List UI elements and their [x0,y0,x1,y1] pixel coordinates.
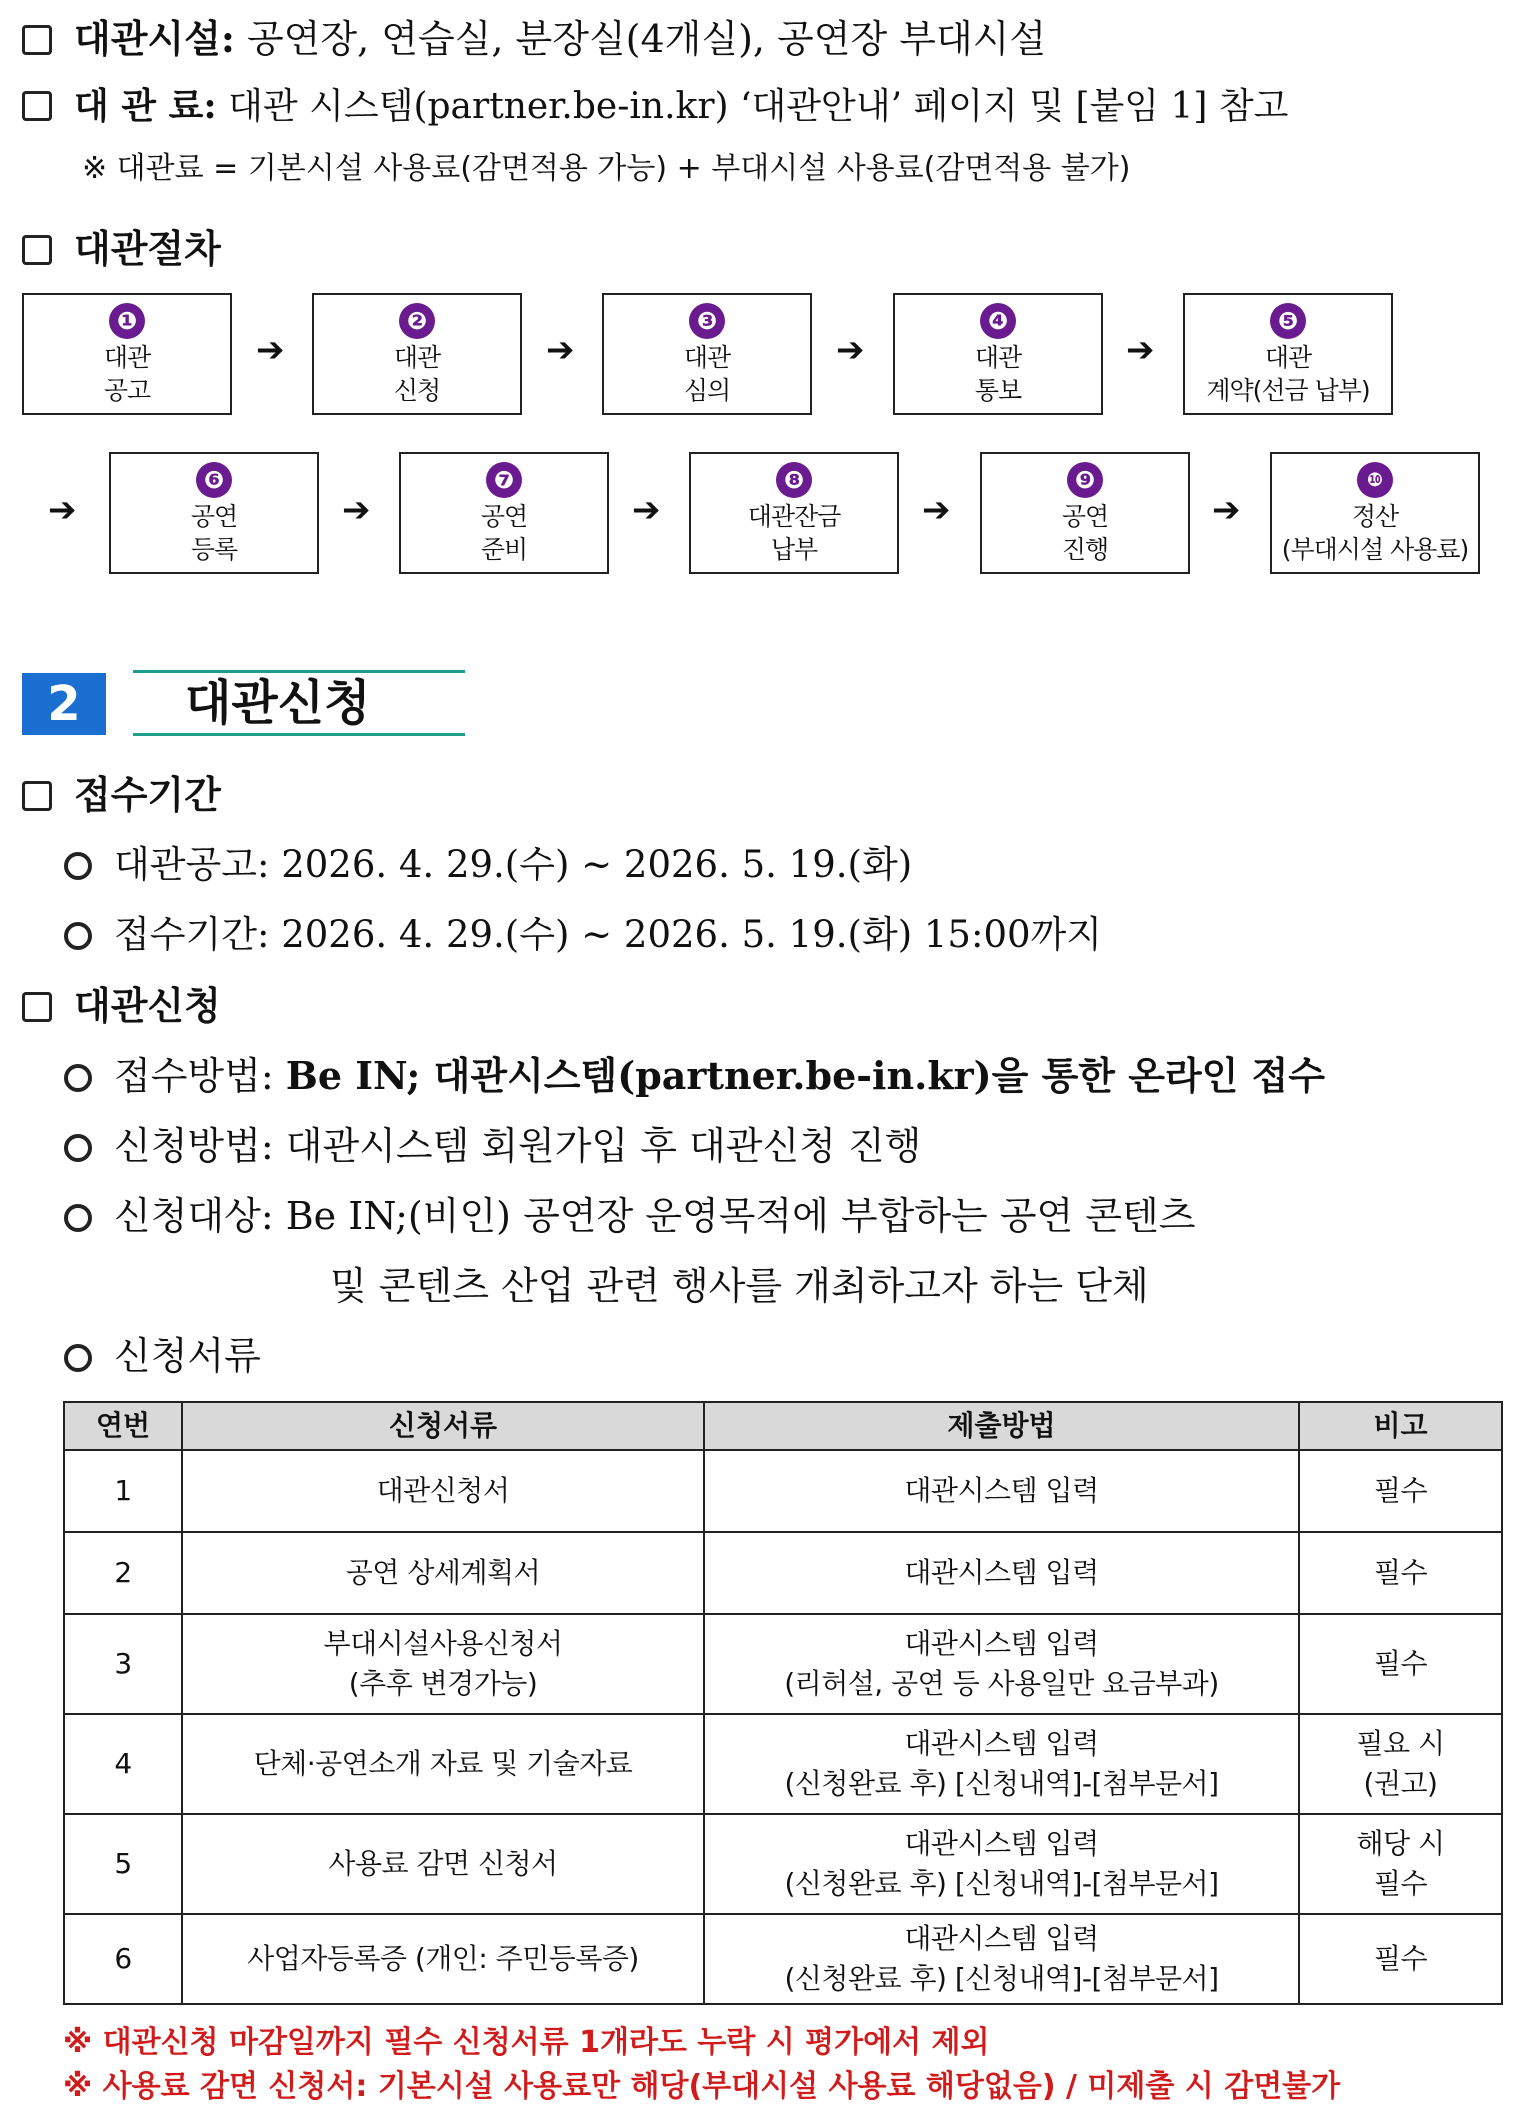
arrow-right-icon: ➔ [922,490,951,530]
flow-step-7 [399,452,609,574]
checkbox-square-icon [22,25,52,55]
table-row [64,1532,1502,1614]
column-header: 제출방법 [704,1402,1299,1450]
table-row [64,1450,1502,1532]
arrow-right-icon: ➔ [546,330,575,370]
circle-bullet-icon [64,1134,92,1162]
column-header: 비고 [1299,1402,1502,1450]
facility-value: 공연장, 연습실, 분장실(4개실), 공연장 부대시설 [246,17,1047,61]
step-label: 대관 [1264,343,1312,372]
document-name: 공연 상세계획서 [182,1532,704,1614]
step-number-badge: ❸ [689,303,725,339]
row-number: 6 [64,1914,182,2004]
remark: 필수 [1299,1532,1502,1614]
remark: 해당 시 필수 [1299,1814,1502,1914]
flow-step-2 [312,293,522,415]
step-label: 준비 [480,535,528,564]
target-label: 신청대상: [114,1194,274,1238]
circle-bullet-icon [64,1344,92,1372]
submission-method: 대관시스템 입력 [704,1450,1299,1532]
flow-step-6 [109,452,319,574]
circle-bullet-icon [64,852,92,880]
row-number: 2 [64,1532,182,1614]
step-label: 대관 [683,343,731,372]
fee-line [22,78,1288,129]
step-label: 진행 [1061,535,1109,564]
step-label: 등록 [190,535,238,564]
checkbox-square-icon [22,781,52,811]
row-number: 3 [64,1614,182,1714]
notice-period-line [64,834,912,888]
reception-period-line [64,904,1102,958]
step-number-badge: ❺ [1270,303,1306,339]
method-label: 접수방법: [114,1054,274,1098]
flow-step-9 [980,452,1190,574]
notice-label: 대관공고: [114,843,270,886]
notice-value: 2026. 4. 29.(수) ~ 2026. 5. 19.(화) [281,843,913,886]
table-row [64,1914,1502,2004]
step-label: 납부 [770,535,818,564]
docs-label: 신청서류 [114,1334,261,1378]
step-label: 공연 [1061,502,1109,531]
arrow-right-icon: ➔ [836,330,865,370]
flow-step-10 [1270,452,1480,574]
application-heading: 대관신청 [22,975,221,1030]
period-heading: 접수기간 [22,764,221,819]
document-name: 대관신청서 [182,1450,704,1532]
step-number-badge: ❷ [399,303,435,339]
circle-bullet-icon [64,922,92,950]
arrow-right-icon: ➔ [48,490,77,530]
document-name: 사용료 감면 신청서 [182,1814,704,1914]
deadline-warning-note: ※ 대관신청 마감일까지 필수 신청서류 1개라도 누락 시 평가에서 제외 [63,2025,990,2060]
step-label: 대관 [103,343,151,372]
how-line [64,1115,921,1170]
checkbox-square-icon [22,91,52,121]
column-header: 신청서류 [182,1402,704,1450]
row-number: 4 [64,1714,182,1814]
step-number-badge: ❾ [1067,462,1103,498]
remark: 필수 [1299,1914,1502,2004]
column-header: 연번 [64,1402,182,1450]
flow-step-1 [22,293,232,415]
submission-method: 대관시스템 입력 (신청완료 후) [신청내역]-[첨부문서] [704,1914,1299,2004]
method-value: Be IN; 대관시스템(partner.be-in.kr)을 통한 온라인 접수 [285,1053,1326,1098]
step-label: 신청 [393,376,441,405]
reception-label: 접수기간: [114,913,270,956]
fee-label: 대 관 료: [74,85,217,127]
reception-value: 2026. 4. 29.(수) ~ 2026. 5. 19.(화) 15:00까지 [281,913,1103,956]
fee-value: 대관 시스템(partner.be-in.kr) ‘대관안내’ 페이지 및 [붙임 1] 참고 [228,86,1289,127]
row-number: 1 [64,1450,182,1532]
remark: 필요 시 (권고) [1299,1714,1502,1814]
checkbox-square-icon [22,992,52,1022]
submission-method: 대관시스템 입력 [704,1532,1299,1614]
document-name: 부대시설사용신청서 (추후 변경가능) [182,1614,704,1714]
remark: 필수 [1299,1450,1502,1532]
row-number: 5 [64,1814,182,1914]
section-title: 대관신청 [133,670,465,736]
flow-step-8 [689,452,899,574]
flow-step-5 [1183,293,1393,415]
step-label: 정산 [1351,502,1399,531]
submission-method: 대관시스템 입력 (신청완료 후) [신청내역]-[첨부문서] [704,1714,1299,1814]
step-label: (부대시설 사용료) [1281,535,1469,564]
target-value: Be IN;(비인) 공연장 운영목적에 부합하는 공연 콘텐츠 [285,1194,1196,1238]
reduction-warning-note: ※ 사용료 감면 신청서: 기본시설 사용료만 해당(부대시설 사용료 해당없음) / 미제출 시 감면불가 [63,2069,1341,2104]
step-label: 공연 [190,502,238,531]
table-row [64,1714,1502,1814]
arrow-right-icon: ➔ [1126,330,1155,370]
target-line [64,1185,1195,1240]
step-label: 대관 [393,343,441,372]
target-value-continued: 및 콘텐츠 산업 관련 행사를 개최하고자 하는 단체 [330,1264,1149,1308]
arrow-right-icon: ➔ [1212,490,1241,530]
checkbox-square-icon [22,235,52,265]
remark: 필수 [1299,1614,1502,1714]
section-number: 2 [22,673,106,735]
document-name: 단체·공연소개 자료 및 기술자료 [182,1714,704,1814]
submission-method: 대관시스템 입력 (리허설, 공연 등 사용일만 요금부과) [704,1614,1299,1714]
arrow-right-icon: ➔ [342,490,371,530]
table-row [64,1614,1502,1714]
document-name: 사업자등록증 (개인: 주민등록증) [182,1914,704,2004]
step-number-badge: ❽ [776,462,812,498]
step-label: 대관 [974,343,1022,372]
step-label: 대관잔금 [747,502,841,531]
step-number-badge: ❿ [1357,462,1393,498]
step-label: 통보 [974,376,1022,405]
flow-step-3 [602,293,812,415]
how-value: 대관시스템 회원가입 후 대관신청 진행 [285,1124,922,1168]
step-label: 계약(선금 납부) [1206,376,1370,405]
table-row [64,1814,1502,1914]
step-label: 공고 [103,376,151,405]
table-header-row [64,1402,1502,1450]
step-number-badge: ❼ [486,462,522,498]
circle-bullet-icon [64,1204,92,1232]
facility-line [22,8,1046,63]
step-label: 심의 [683,376,731,405]
step-number-badge: ❹ [980,303,1016,339]
procedure-heading: 대관절차 [22,218,221,273]
documents-table [63,1401,1503,2005]
flow-step-4 [893,293,1103,415]
method-line [64,1045,1325,1100]
circle-bullet-icon [64,1064,92,1092]
step-label: 공연 [480,502,528,531]
how-label: 신청방법: [114,1124,274,1168]
fee-note: ※ 대관료 = 기본시설 사용료(감면적용 가능) + 부대시설 사용료(감면적용 불가) [82,151,1131,186]
arrow-right-icon: ➔ [256,330,285,370]
submission-method: 대관시스템 입력 (신청완료 후) [신청내역]-[첨부문서] [704,1814,1299,1914]
step-number-badge: ❶ [109,303,145,339]
docs-line [64,1325,261,1380]
arrow-right-icon: ➔ [632,490,661,530]
facility-label: 대관시설: [74,16,235,61]
step-number-badge: ❻ [196,462,232,498]
